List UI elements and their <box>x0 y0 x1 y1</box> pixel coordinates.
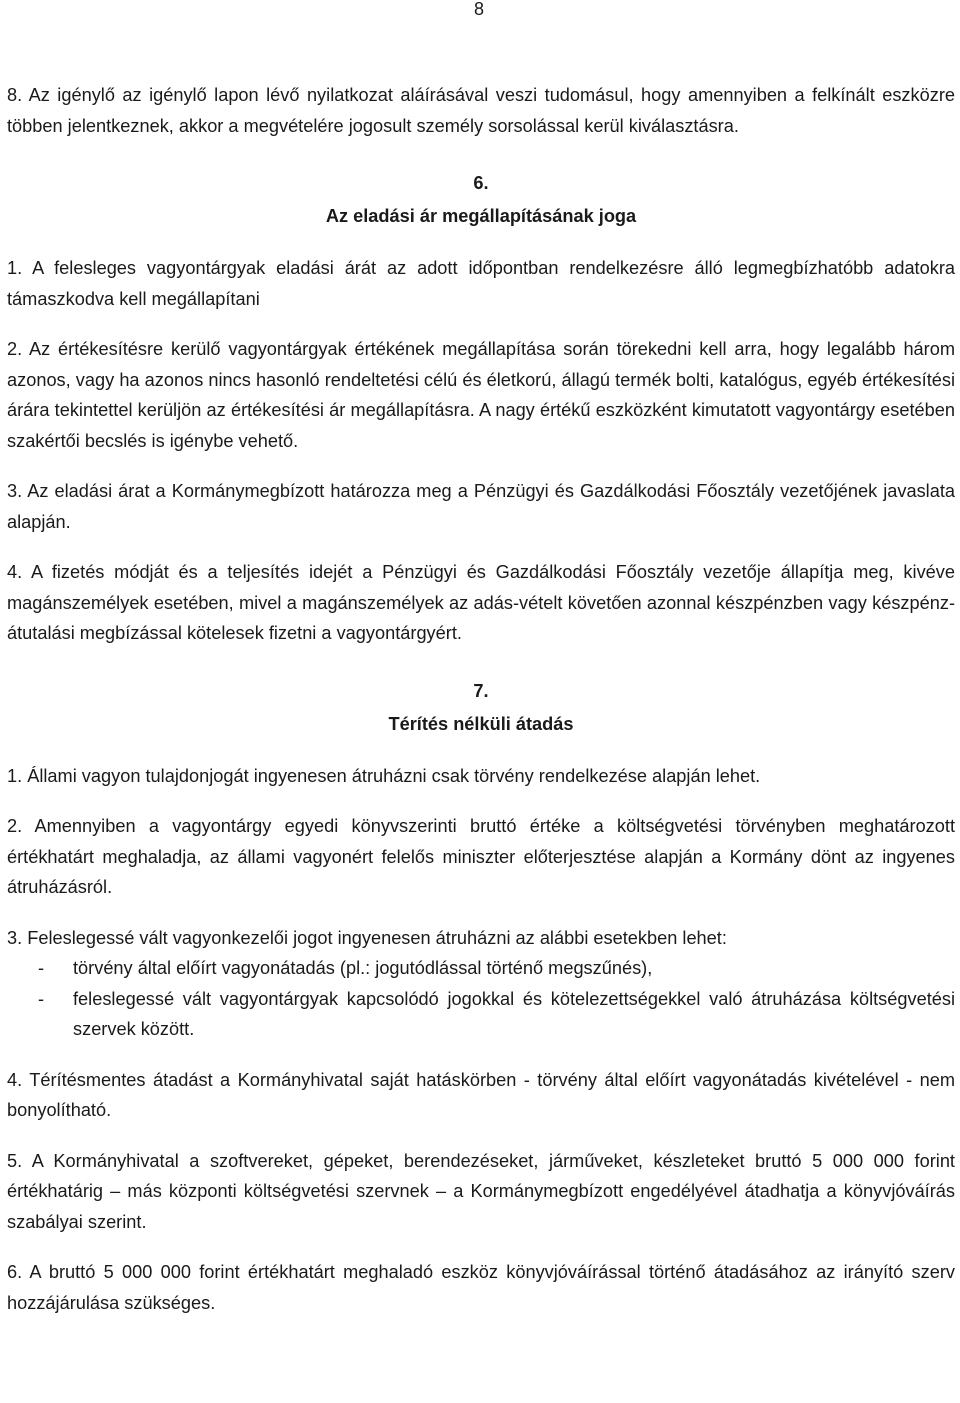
section-7-paragraph-6: 6. A bruttó 5 000 000 forint értékhatárt meghaladó eszköz könyvjóváírással történő átadásához az irányító szerv hozzájárulása szükséges. <box>7 1262 955 1313</box>
section-7-paragraph-1: 1. Állami vagyon tulajdonjogát ingyenesen átruházni csak törvény rendelkezése alapján lehet. <box>7 765 761 786</box>
list-dash: - <box>38 958 45 978</box>
section-7-number: 7. <box>473 680 489 701</box>
list-item-text: törvény által előírt vagyonátadás (pl.: jogutódlással történő megszűnés), <box>73 958 653 978</box>
page-number: 8 <box>474 0 485 19</box>
list-dash: - <box>38 988 45 1009</box>
section-7-paragraph-3: 3. Feleslegessé vált vagyonkezelői jogot ingyenesen átruházni az alábbi esetekben lehet: <box>7 927 727 948</box>
section-6-paragraph-2: 2. Az értékesítésre kerülő vagyontárgyak értékének megállapítása során törekedni kell arra, hogy legalább három azonos, vagy ha azonos nincs hasonló rendeltetési célú és életkorú, állagú termék bolti, katalógus, egyéb értékesítési árára tekintettel kerüljön az értékesítési ár megállapításra. A nagy értékű eszközként kimutatott vagyontárgy esetében szakértői becslés is igénybe vehető. <box>7 339 955 451</box>
section-7-paragraph-4: 4. Térítésmentes átadást a Kormányhivatal saját hatáskörben - törvény által előírt vagyonátadás kivételével - nem bonyolítható. <box>7 1069 955 1120</box>
paragraph-8: 8. Az igénylő az igénylő lapon lévő nyilatkozat aláírásával veszi tudomásul, hogy amennyiben a felkínált eszközre többen jelentkeznek, akkor a megvételére jogosult személy sorsolással kerül kiválasztásra. <box>7 85 955 136</box>
section-6-number: 6. <box>473 173 489 193</box>
section-7-title: Térítés nélküli átadás <box>388 713 574 734</box>
list-item <box>7 953 955 984</box>
section-6-paragraph-4: 4. A fizetés módját és a teljesítés idejét a Pénzügyi és Gazdálkodási Főosztály vezetője állapítja meg, kivéve magánszemélyek esetében, mivel a magánszemélyek az adás-vételt követően azonnal készpénzben vagy készpénz-átutalási megbízással kötelesek fizetni a vagyontárgyért. <box>7 562 955 643</box>
section-6-paragraph-3: 3. Az eladási árat a Kormánymegbízott határozza meg a Pénzügyi és Gazdálkodási Főosztály vezetőjének javaslata alapján. <box>7 481 955 532</box>
document-body <box>7 80 955 1318</box>
list-item <box>7 984 955 1045</box>
section-6-paragraph-1: 1. A felesleges vagyontárgyak eladási árát az adott időpontban rendelkezésre álló legmegbízhatóbb adatokra támaszkodva kell megállapítani <box>7 258 955 309</box>
list-item-text: feleslegessé vált vagyontárgyak kapcsolódó jogokkal és kötelezettségekkel való átruházása költségvetési szervek között. <box>73 988 955 1039</box>
section-7-paragraph-5: 5. A Kormányhivatal a szoftvereket, gépeket, berendezéseket, járműveket, készleteket bruttó 5 000 000 forint értékhatárig – más központi költségvetési szervnek – a Kormánymegbízott engedélyével átadhatja a könyvjóváírás szabályai szerint. <box>7 1150 955 1232</box>
section-6-title: Az eladási ár megállapításának joga <box>325 206 637 226</box>
section-7-paragraph-2: 2. Amennyiben a vagyontárgy egyedi könyvszerinti bruttó értéke a költségvetési törvényben meghatározott értékhatárt meghaladja, az állami vagyonért felelős miniszter előterjesztése alapján a Kormány dönt az ingyenes átruházásról. <box>7 816 955 897</box>
